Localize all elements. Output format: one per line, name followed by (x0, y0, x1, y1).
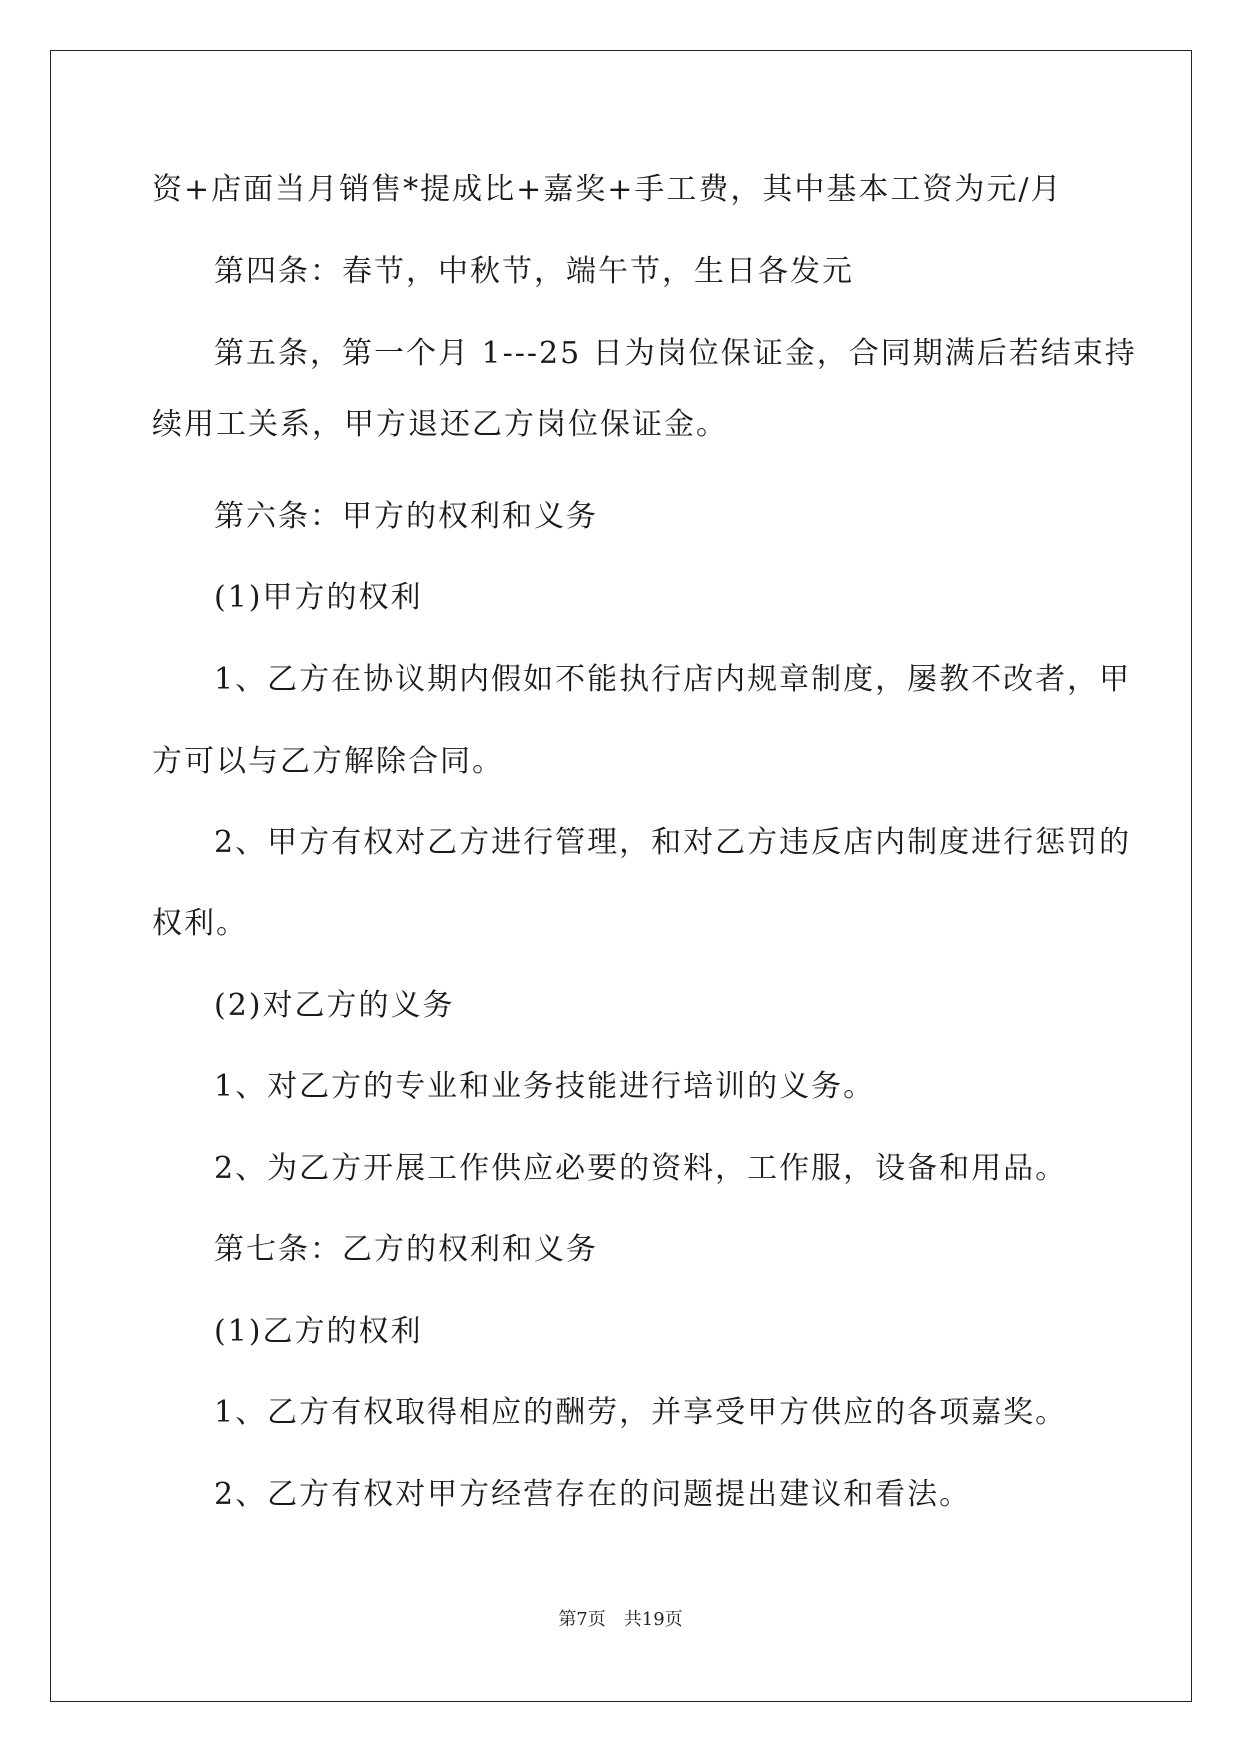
paragraph-line: (1)乙方的权利 (214, 1314, 423, 1349)
paragraph-line: (1)甲方的权利 (214, 580, 423, 615)
paragraph-line: 方可以与乙方解除合同。 (152, 744, 504, 779)
current-page-number: 第7页 (558, 1609, 606, 1630)
paragraph-line: (2)对乙方的义务 (214, 988, 455, 1023)
paragraph-line: 第七条：乙方的权利和义务 (214, 1232, 598, 1267)
paragraph-line: 2、乙方有权对甲方经营存在的问题提出建议和看法。 (214, 1477, 972, 1512)
paragraph-line: 资+店面当月销售*提成比+嘉奖+手工费，其中基本工资为元/月 (152, 172, 1063, 207)
page-footer (0, 1608, 1241, 1632)
page-border (50, 50, 1192, 1702)
paragraph-line: 权利。 (152, 906, 248, 941)
paragraph-line: 第四条：春节，中秋节，端午节，生日各发元 (214, 254, 854, 289)
paragraph-line: 1、乙方在协议期内假如不能执行店内规章制度，屡教不改者，甲 (214, 662, 1132, 697)
paragraph-line: 第五条，第一个月 1---25 日为岗位保证金，合同期满后若结束持 (214, 336, 1137, 371)
paragraph-line: 2、甲方有权对乙方进行管理，和对乙方违反店内制度进行惩罚的 (214, 825, 1132, 860)
paragraph-line: 1、乙方有权取得相应的酬劳，并享受甲方供应的各项嘉奖。 (214, 1395, 1068, 1430)
paragraph-line: 1、对乙方的专业和业务技能进行培训的义务。 (214, 1069, 876, 1104)
total-pages: 共19页 (623, 1609, 683, 1630)
paragraph-line: 2、为乙方开展工作供应必要的资料，工作服，设备和用品。 (214, 1151, 1068, 1186)
paragraph-line: 第六条：甲方的权利和义务 (214, 499, 598, 534)
paragraph-line: 续用工关系，甲方退还乙方岗位保证金。 (152, 407, 728, 442)
